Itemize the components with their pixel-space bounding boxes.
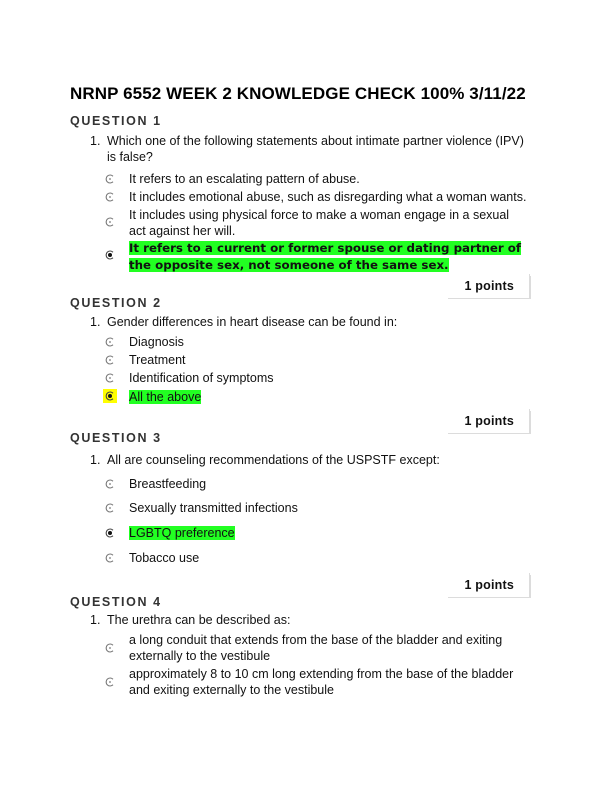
question-prompt: Gender differences in heart disease can be found in: <box>107 315 398 329</box>
radio-selected-icon[interactable] <box>105 528 115 538</box>
question-number: 1. <box>90 453 101 467</box>
points-divider <box>529 573 530 597</box>
answer-option-label <box>129 389 529 405</box>
radio-unselected-icon[interactable] <box>105 337 115 347</box>
question-text <box>90 452 530 468</box>
question-text <box>90 133 530 165</box>
points-divider <box>529 409 530 433</box>
radio-selected-icon[interactable] <box>105 250 115 260</box>
points-box <box>448 411 531 434</box>
answer-option-label <box>129 525 529 541</box>
question-prompt: All are counseling recommendations of the USPSTF except: <box>107 453 440 467</box>
points-label: 1 points <box>464 414 514 428</box>
answer-option-label: Identification of symptoms <box>129 371 274 385</box>
answer-option-label: It refers to an escalating pattern of abuse. <box>129 172 360 186</box>
highlighted-answer: All the above <box>129 390 202 404</box>
radio-unselected-icon[interactable] <box>105 553 115 563</box>
question-prompt: Which one of the following statements about intimate partner violence (IPV) is false? <box>107 134 524 164</box>
answer-option-label: Breastfeeding <box>129 477 207 491</box>
points-box <box>448 575 531 598</box>
radio-unselected-icon[interactable] <box>105 503 115 513</box>
highlighted-answer: It refers to a current or former spouse or dating partner of the opposite sex, not someone of the same sex. <box>129 241 522 272</box>
question-number: 1. <box>90 613 101 627</box>
answer-option-label <box>129 240 529 274</box>
answer-option-label: approximately 8 to 10 cm long extending from the base of the bladder and exiting externally to the vestibule <box>129 667 514 697</box>
question-text <box>90 612 530 628</box>
radio-selected-icon[interactable] <box>103 389 117 403</box>
question-number: 1. <box>90 134 101 148</box>
answer-option-label: It includes emotional abuse, such as disregarding what a woman wants. <box>129 190 527 204</box>
answer-option-label: Treatment <box>129 353 186 367</box>
radio-unselected-icon[interactable] <box>105 479 115 489</box>
radio-unselected-icon[interactable] <box>105 677 115 687</box>
answer-option-label: a long conduit that extends from the base of the bladder and exiting externally to the vestibule <box>129 633 503 663</box>
points-label: 1 points <box>464 279 514 293</box>
question-header: QUESTION 3 <box>70 431 162 445</box>
answer-option-label: Tobacco use <box>129 551 200 565</box>
answer-option-label: It includes using physical force to make a woman engage in a sexual act against her will. <box>129 208 510 238</box>
radio-unselected-icon[interactable] <box>105 192 115 202</box>
points-box <box>448 276 531 299</box>
question-header: QUESTION 2 <box>70 296 162 310</box>
answer-option-label: Diagnosis <box>129 335 184 349</box>
document-title: NRNP 6552 WEEK 2 KNOWLEDGE CHECK 100% 3/11/22 <box>70 84 526 103</box>
highlighted-answer: LGBTQ preference <box>129 526 235 540</box>
radio-unselected-icon[interactable] <box>105 373 115 383</box>
question-text <box>90 314 530 330</box>
answer-option-label: Sexually transmitted infections <box>129 501 298 515</box>
radio-unselected-icon[interactable] <box>105 355 115 365</box>
radio-unselected-icon[interactable] <box>105 217 115 227</box>
points-divider <box>529 274 530 298</box>
points-label: 1 points <box>464 578 514 592</box>
question-number: 1. <box>90 315 101 329</box>
question-prompt: The urethra can be described as: <box>107 613 291 627</box>
question-header: QUESTION 1 <box>70 114 162 128</box>
question-header: QUESTION 4 <box>70 595 162 609</box>
radio-unselected-icon[interactable] <box>105 643 115 653</box>
radio-unselected-icon[interactable] <box>105 174 115 184</box>
